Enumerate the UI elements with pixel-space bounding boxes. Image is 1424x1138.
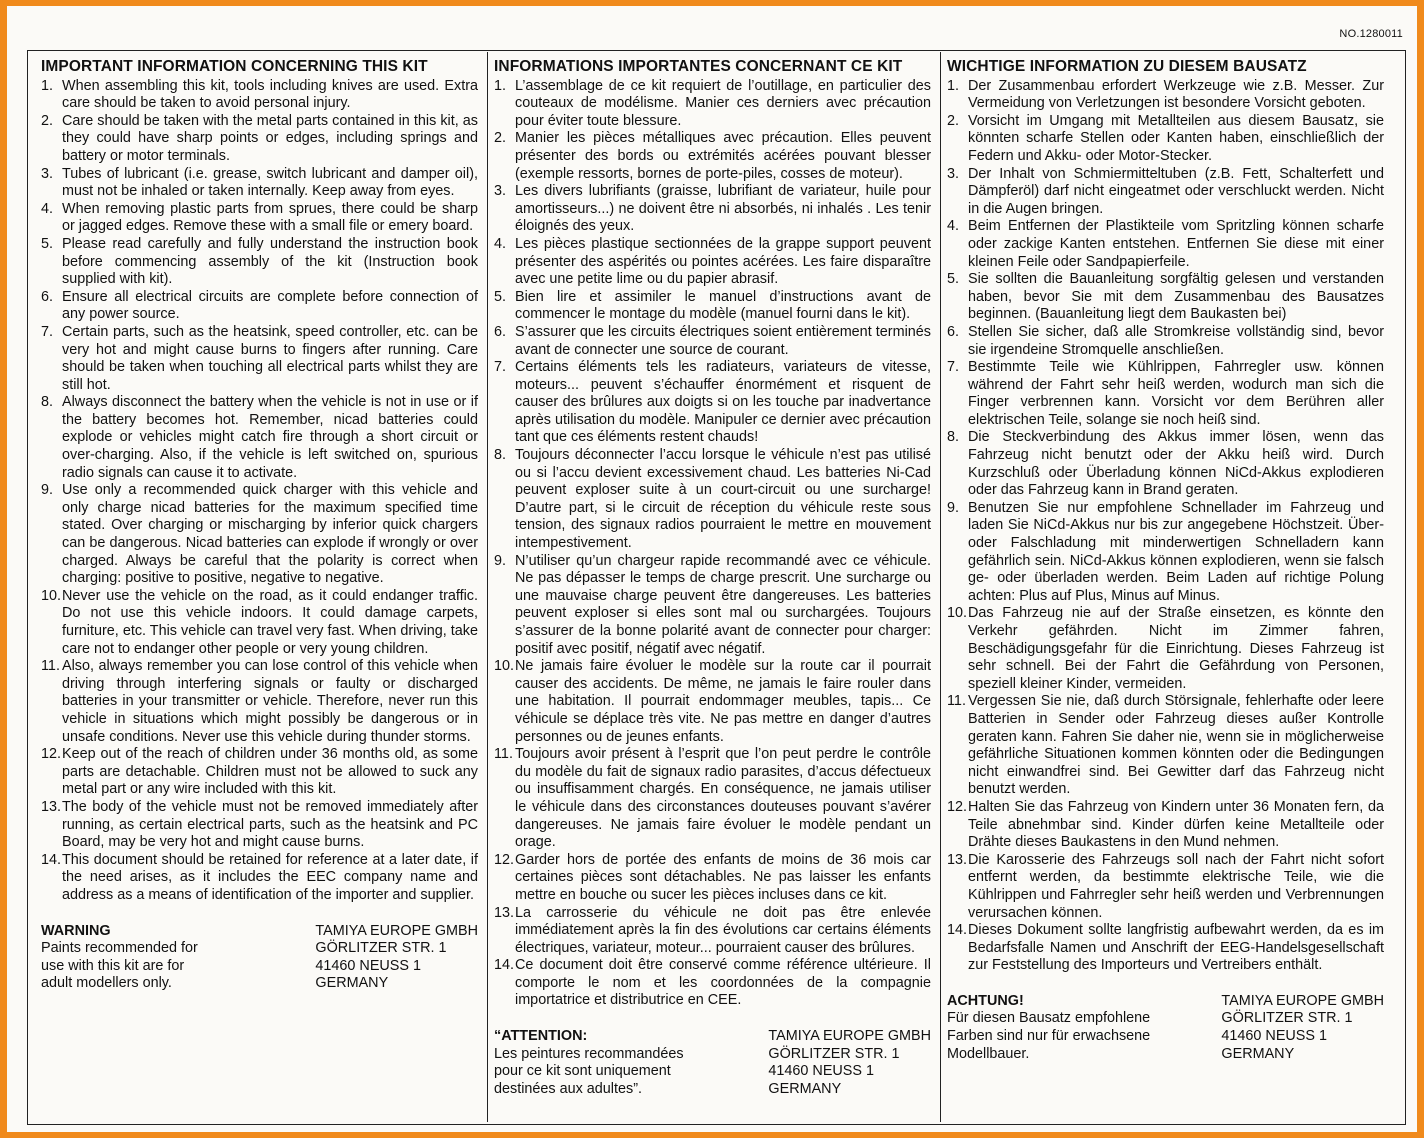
item-text: Benutzen Sie nur empfohlene Schnellader im Fahrzeug und laden Sie NiCd-Akkus nur bis zur angegebene Höchstzeit. Über- oder Falschladung mit minderwertigen Schnelladern kann gefährlich sein. NiCd-Akkus können explodieren, wenn sie falsch ge- oder überladen werden. Beim Laden auf richtige Polung achten: Plus auf Plus, Minus auf Minus. — [968, 499, 1384, 604]
item-number: 6. — [947, 323, 960, 340]
list-item — [41, 78, 478, 113]
list-item — [41, 289, 478, 324]
column-divider — [940, 52, 941, 1122]
list-item — [41, 324, 478, 394]
item-text: Keep out of the reach of children under 36 months old, as some parts are detachable. Children must not be allowed to suck any metal part or any wire included with this kit. — [62, 746, 478, 798]
warning-block — [494, 1028, 768, 1098]
item-number: 13. — [947, 851, 968, 868]
item-text: Die Karosserie des Fahrzeugs soll nach der Fahrt nicht sofort entfernt werden, da bestimmte elektrische Teile, wie die Kühlrippen und Fahrregler sehr heiß werden und Verbrennungen verursachen können. — [968, 851, 1384, 921]
column-english — [41, 52, 478, 1122]
item-number: 2. — [41, 112, 54, 129]
list-item — [494, 658, 931, 746]
item-number: 13. — [41, 798, 62, 815]
company-address — [768, 1028, 931, 1098]
list-item — [947, 166, 1384, 219]
item-number: 14. — [494, 957, 515, 974]
list-item — [947, 218, 1384, 271]
address-line: GERMANY — [1221, 1045, 1295, 1062]
list-item — [494, 852, 931, 905]
item-number: 12. — [41, 746, 62, 763]
list-item — [947, 78, 1384, 113]
column-divider — [487, 52, 488, 1122]
list-item — [947, 852, 1384, 922]
item-text: Please read carefully and fully understand the instruction book before commencing assembly of the kit (Instruction book supplied with kit). — [62, 235, 478, 288]
item-text: Also, always remember you can lose control of this vehicle when driving through interfering signals or faulty or discharged batteries in your transmitter or vehicle. Therefore, never run this vehicle in situations which might possibly be dangerous or in unsafe conditions. Never use this vehicle during thunder storms. — [62, 658, 478, 745]
item-number: 10. — [494, 658, 515, 675]
item-text: Der Inhalt von Schmiermitteltuben (z.B. Fett, Schalterfett und Dämpferöl) darf nicht eingeatmet oder verschluckt werden. Nicht in die Augen bringen. — [968, 165, 1384, 217]
warning-line: adult modellers only. — [41, 975, 172, 992]
item-text: L’assemblage de ce kit requiert de l’outillage, en particulier des couteaux de modélisme. Manier ces derniers avec précaution pour éviter toute blessure. — [515, 77, 931, 129]
item-text: Tubes of lubricant (i.e. grease, switch lubricant and damper oil), must not be inhaled or taken internally. Keep away from eyes. — [62, 165, 478, 200]
item-text: Use only a recommended quick charger with this vehicle and only charge nicad batteries for the maximum specified time stated. Over charging or mischarging by inferior quick chargers can be dangerous. Nicad batteries can explode if wrongly or over charged. Always be careful that the polarity is correct when charging: positive to positive, negative to negative. — [62, 482, 478, 587]
warning-block — [41, 923, 315, 993]
warning-footer — [947, 993, 1384, 1063]
list-item — [41, 201, 478, 236]
list-item — [947, 693, 1384, 799]
item-text: Vorsicht im Umgang mit Metallteilen aus diesem Bausatz, sie könnten scharfe Stellen oder Kanten haben, einschließlich der Federn und Akku- oder Motor-Stecker. — [968, 112, 1384, 164]
item-number: 6. — [494, 323, 507, 340]
item-number: 1. — [494, 77, 507, 94]
item-text: Halten Sie das Fahrzeug von Kindern unter 36 Monaten fern, da Teile abnehmbar sind. Kinder dürfen keine Metallteile oder Drähte dieses Baukastens in den Mund nehmen. — [968, 798, 1384, 851]
list-item — [947, 500, 1384, 606]
address-line: 41460 NEUSS 1 — [1221, 1028, 1328, 1045]
item-text: Ne jamais faire évoluer le modèle sur la route car il pourrait causer des accidents. De même, ne jamais le faire rouler dans une habitation. Il pourrait endommager meubles, tapis... Ce véhicule se déplace très vite. Ne pas mettre en danger d’autres personnes ou de jeunes enfants. — [515, 658, 931, 745]
item-number: 14. — [41, 851, 62, 868]
company-address — [315, 923, 478, 993]
item-number: 10. — [41, 587, 62, 604]
item-text: La carrosserie du véhicule ne doit pas être enlevée immédiatement après la fin des évolutions car certains éléments électriques, variateur, moteur... pourraient causer des brûlures. — [515, 904, 931, 956]
warning-title: “ATTENTION: — [494, 1028, 588, 1045]
list-item — [494, 957, 931, 1010]
item-number: 11. — [494, 746, 513, 763]
address-line: GÖRLITZER STR. 1 — [768, 1045, 900, 1062]
warning-line: Les peintures recommandées — [494, 1045, 684, 1062]
item-number: 9. — [41, 482, 54, 499]
list-item — [41, 113, 478, 166]
list-item — [494, 236, 931, 289]
item-number: 5. — [947, 271, 960, 288]
item-text: Dieses Dokument sollte langfristig aufbewahrt werden, da es im Bedarfsfalle Namen und Anschrift der EEG-Handelsgesellschaft zur Feststellung des Importeurs und Vertreibers enthält. — [968, 922, 1384, 974]
document-number: NO.1280011 — [1339, 28, 1403, 40]
item-number: 10. — [947, 605, 968, 622]
list-item — [947, 113, 1384, 166]
item-number: 12. — [494, 851, 515, 868]
item-text: Der Zusammenbau erfordert Werkzeuge wie z.B. Messer. Zur Vermeidung von Verletzungen ist besondere Vorsicht geboten. — [968, 77, 1384, 112]
item-number: 2. — [494, 130, 507, 147]
item-number: 11. — [947, 693, 966, 710]
item-number: 4. — [41, 200, 54, 217]
item-text: Certains éléments tels les radiateurs, variateurs de vitesse, moteurs... peuvent s’échauffer énormément et risquent de causer des brûlures aux doigts si on les touche par inadvertance après utilisation du modèle. Manipuler ce dernier avec précaution tant que ces éléments restent chauds! — [515, 359, 931, 446]
item-text: Certain parts, such as the heatsink, speed controller, etc. can be very hot and might cause burns to fingers after running. Care should be taken when touching all electrical parts whilst they are still hot. — [62, 323, 478, 393]
item-text: Les pièces plastique sectionnées de la grappe support peuvent présenter des aspérités ou pointes acérées. Les faire disparaître avec une petite lime ou du papier abrasif. — [515, 235, 931, 288]
address-line: GERMANY — [768, 1080, 842, 1097]
item-number: 14. — [947, 922, 968, 939]
item-text: Ensure all electrical circuits are complete before connection of any power source. — [62, 288, 478, 323]
item-number: 8. — [494, 447, 507, 464]
list-item — [41, 236, 478, 289]
item-text: The body of the vehicle must not be removed immediately after running, as certain electrical parts, such as the heatsink and PC Board, may be very hot and might cause burns. — [62, 798, 478, 851]
list-item — [494, 183, 931, 236]
list-item — [947, 799, 1384, 852]
list-item — [41, 166, 478, 201]
item-text: Sie sollten die Bauanleitung sorgfältig gelesen und verstanden haben, bevor Sie mit dem Zusammenbau des Bausatzes beginnen. (Bauanleitung liegt dem Baukasten bei) — [968, 271, 1384, 323]
list-item — [494, 447, 931, 553]
item-text: Beim Entfernen der Plastikteile vom Spritzling können scharfe oder zackige Kanten entstehen. Entfernen Sie diese mit einer kleinen Feile oder Sandpapierfeile. — [968, 218, 1384, 270]
warning-line: Paints recommended for — [41, 940, 198, 957]
item-text: Stellen Sie sicher, daß alle Stromkreise vollständig sind, bevor sie irgendeine Stromquelle anschließen. — [968, 323, 1384, 358]
item-text: Manier les pièces métalliques avec précaution. Elles peuvent présenter des bords ou extrémités acérées pouvant blesser (exemple ressorts, bornes de porte-piles, cosses de moteur). — [515, 130, 931, 182]
list-item — [494, 130, 931, 183]
warning-title: ACHTUNG! — [947, 992, 1024, 1009]
warning-line: Für diesen Bausatz empfohlene — [947, 1010, 1151, 1027]
item-number: 13. — [494, 904, 515, 921]
list-item — [41, 746, 478, 799]
item-number: 9. — [947, 499, 960, 516]
safety-list — [947, 78, 1384, 975]
section-title: WICHTIGE INFORMATION ZU DIESEM BAUSATZ — [947, 58, 1307, 75]
address-line: GÖRLITZER STR. 1 — [315, 940, 447, 957]
item-text: Toujours déconnecter l’accu lorsque le véhicule n’est pas utilisé ou si l’accu devient excessivement chaud. Les batteries Ni-Cad peuvent exploser suite à un court-circuit ou une surcharge! D’autre part, si le circuit de réception du véhicule reste sous tension, des signaux radios pourraient le mettre en mouvement intempestivement. — [515, 447, 931, 552]
item-number: 11. — [41, 658, 60, 675]
list-item — [494, 289, 931, 324]
list-item — [41, 799, 478, 852]
item-number: 3. — [41, 165, 54, 182]
list-item — [947, 324, 1384, 359]
instruction-sheet — [7, 6, 1417, 1132]
item-number: 2. — [947, 112, 960, 129]
list-item — [41, 588, 478, 658]
column-french — [494, 52, 931, 1122]
item-text: Ce document doit être conservé comme référence ultérieure. Il comporte le nom et les coordonnées de la compagnie importatrice et distributrice en CEE. — [515, 957, 931, 1009]
item-number: 7. — [947, 359, 960, 376]
list-item — [41, 482, 478, 588]
list-item — [41, 394, 478, 482]
item-number: 1. — [947, 77, 960, 94]
warning-title: WARNING — [41, 922, 111, 939]
item-number: 6. — [41, 288, 54, 305]
item-number: 9. — [494, 552, 507, 569]
item-number: 4. — [947, 218, 960, 235]
warning-line: Farben sind nur für erwachsene — [947, 1028, 1151, 1045]
item-text: N’utiliser qu’un chargeur rapide recommandé avec ce véhicule. Ne pas dépasser le temps de charge prescrit. Une surcharge ou une mauvaise charge peuvent être dangereuses. Les batteries peuvent exploser si elles sont mal ou surchargées. Toujours s’assurer de la bonne polarité avant de connecter pour charger: positif avec positif, négatif avec négatif. — [515, 552, 931, 657]
item-text: Garder hors de portée des enfants de moins de 36 mois car certaines pièces sont détachables. Ne pas laisser les enfants mettre en bouche ou sucer les pièces incluses dans ce kit. — [515, 851, 931, 903]
address-line: TAMIYA EUROPE GMBH — [315, 922, 478, 939]
item-text: Les divers lubrifiants (graisse, lubrifiant de variateur, huile pour amortisseurs...) ne doivent être ni absorbés, ni inhalés . Les tenir éloignés des yeux. — [515, 183, 931, 235]
list-item — [494, 359, 931, 447]
warning-line: use with this kit are for — [41, 957, 185, 974]
warning-footer — [41, 923, 478, 993]
item-number: 4. — [494, 235, 507, 252]
address-line: 41460 NEUSS 1 — [768, 1063, 875, 1080]
list-item — [494, 324, 931, 359]
item-text: When assembling this kit, tools including knives are used. Extra care should be taken to avoid personal injury. — [62, 77, 478, 112]
list-item — [494, 78, 931, 131]
list-item — [947, 271, 1384, 324]
item-text: Die Steckverbindung des Akkus immer lösen, wenn das Fahrzeug nicht benutzt oder der Akku heiß wird. Durch Kurzschluß oder Überladung können NiCd-Akkus explodieren oder das Fahrzeug kann in Brand geraten. — [968, 429, 1384, 499]
list-item — [41, 852, 478, 905]
item-text: Vergessen Sie nie, daß durch Störsignale, fehlerhafte oder leere Batterien in Sender oder Fahrzeug dieses außer Kontrolle geraten kann. Fahren Sie daher nie, wenn sie in möglicherweise gefährliche Situationen kommen könnten oder die Bedingungen nicht einwandfrei sind. Bei Gewitter darf das Fahrzeug nicht benutzt werden. — [968, 693, 1384, 798]
column-german — [947, 52, 1384, 1122]
address-line: GERMANY — [315, 975, 389, 992]
item-number: 7. — [41, 323, 54, 340]
item-number: 8. — [947, 429, 960, 446]
warning-line: Modellbauer. — [947, 1045, 1030, 1062]
list-item — [947, 922, 1384, 975]
warning-block — [947, 993, 1221, 1063]
list-item — [494, 905, 931, 958]
section-title: IMPORTANT INFORMATION CONCERNING THIS KIT — [41, 58, 428, 75]
address-line: GÖRLITZER STR. 1 — [1221, 1010, 1353, 1027]
item-text: Care should be taken with the metal parts contained in this kit, as they could have sharp points or edges, including springs and battery or motor terminals. — [62, 112, 478, 164]
item-number: 3. — [947, 165, 960, 182]
item-text: This document should be retained for reference at a later date, if the need arises, as it includes the EEC company name and address as a means of identification of the importer and supplier. — [62, 851, 478, 903]
list-item — [494, 746, 931, 852]
item-text: When removing plastic parts from sprues, there could be sharp or jagged edges. Remove these with a small file or emery board. — [62, 200, 478, 235]
warning-line: destinées aux adultes”. — [494, 1080, 642, 1097]
item-text: Bien lire et assimiler le manuel d’instructions avant de commencer le montage du modèle (manuel fourni dans le kit). — [515, 288, 931, 323]
item-number: 5. — [41, 235, 54, 252]
item-number: 12. — [947, 798, 968, 815]
item-text: Bestimmte Teile wie Kühlrippen, Fahrregler usw. können während der Fahrt sehr heiß werden, wodurch man sich die Finger verbrennen kann. Vorsicht vor dem Berühren aller elektrischen Teile, solange sie noch heiß sind. — [968, 359, 1384, 428]
list-item — [947, 429, 1384, 499]
safety-list — [41, 78, 478, 905]
item-number: 3. — [494, 183, 507, 200]
item-text: Always disconnect the battery when the vehicle is not in use or if the battery becomes hot. Remember, nicad batteries could explode or vehicles might catch fire through a short circuit or over-charging. Also, if the vehicle is left switched on, spurious radio signals can cause it to activate. — [62, 394, 478, 481]
list-item — [947, 605, 1384, 693]
item-number: 5. — [494, 288, 507, 305]
item-number: 8. — [41, 394, 54, 411]
address-line: TAMIYA EUROPE GMBH — [768, 1028, 931, 1045]
item-text: S’assurer que les circuits électriques soient entièrement terminés avant de connecter une source de courant. — [515, 323, 931, 358]
item-number: 1. — [41, 77, 54, 94]
address-line: TAMIYA EUROPE GMBH — [1221, 992, 1384, 1009]
section-title: INFORMATIONS IMPORTANTES CONCERNANT CE KIT — [494, 58, 903, 75]
list-item — [947, 359, 1384, 429]
item-text: Toujours avoir présent à l’esprit que l’on peut perdre le contrôle du modèle du fait de signaux radio parasites, d’accus défectueux ou insuffisamment chargés. En conséquence, ne jamais utiliser le véhicule dans des circonstances douteuses pouvant s’avérer dangereuses. Ne jamais faire évoluer le modèle pendant un orage. — [515, 746, 931, 851]
company-address — [1221, 993, 1384, 1063]
list-item — [41, 658, 478, 746]
list-item — [494, 553, 931, 659]
item-text: Never use the vehicle on the road, as it could endanger traffic. Do not use this vehicle indoors. It could damage carpets, furniture, etc. This vehicle can travel very fast. When driving, take care not to endanger other people or very young children. — [62, 587, 478, 657]
safety-list — [494, 78, 931, 1010]
address-line: 41460 NEUSS 1 — [315, 957, 422, 974]
item-text: Das Fahrzeug nie auf der Straße einsetzen, es könnte den Verkehr gefährden. Nicht im Zimmer fahren, Beschädigungsgefahr für die Einrichtung. Dieses Fahrzeug ist sehr schnell. Bei der Fahrt die Gefährdung von Personen, speziell kleiner Kinder, vermeiden. — [968, 605, 1384, 692]
warning-line: pour ce kit sont uniquement — [494, 1063, 671, 1080]
item-number: 7. — [494, 359, 507, 376]
warning-footer — [494, 1028, 931, 1098]
